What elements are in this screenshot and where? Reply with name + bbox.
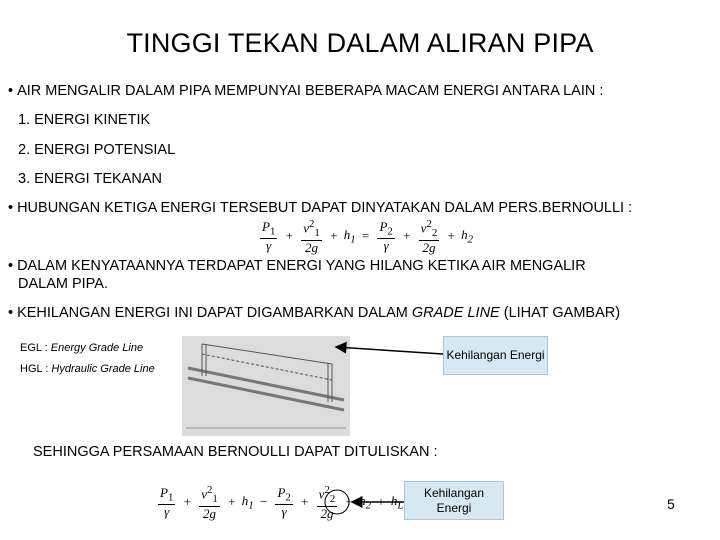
hgl-legend: HGL : Hydraulic Grade Line bbox=[16, 360, 159, 378]
list-item-potential: 2. ENERGI POTENSIAL bbox=[18, 142, 176, 158]
page-number: 5 bbox=[667, 496, 675, 512]
frac-v1: $\frac{v^2_1}{2g}$ bbox=[201, 484, 218, 521]
energy-loss-callout: Kehilangan Energi bbox=[443, 336, 548, 375]
energy-loss-callout-2: Kehilangan Energi bbox=[404, 481, 504, 520]
sehingga-text: SEHINGGA PERSAMAAN BERNOULLI DAPAT DITULISKAN : bbox=[33, 444, 438, 460]
bullet-text: AIR MENGALIR DALAM PIPA MEMPUNYAI BEBERAPA MACAM ENERGI ANTARA LAIN : bbox=[17, 83, 604, 99]
bernoulli-equation: $\frac{P_1}{\gamma}$ + $\frac{v^2_1}{2g}$ + $h_1$ = $\frac{P_2}{\gamma}$ + $\frac{v^2_2}{2g}$ + $h_2$ bbox=[262, 218, 474, 255]
list-item-kinetic: 1. ENERGI KINETIK bbox=[18, 112, 151, 128]
bullet-text: DALAM KENYATAANNYA TERDAPAT ENERGI YANG HILANG KETIKA AIR MENGALIR bbox=[17, 258, 586, 274]
slide-title: TINGGI TEKAN DALAM ALIRAN PIPA bbox=[126, 28, 594, 58]
frac-v2: $\frac{v^2_2}{2g}$ bbox=[420, 218, 438, 255]
frac-p1: $\frac{P_1}{\gamma}$ bbox=[262, 218, 276, 254]
bullet-grade-line: • KEHILANGAN ENERGI INI DAPAT DIGAMBARKAN DALAM GRADE LINE (LIHAT GAMBAR) bbox=[8, 304, 620, 322]
frac-p1: $\frac{P_1}{\gamma}$ bbox=[160, 484, 174, 520]
frac-p2: $\frac{P_2}{\gamma}$ bbox=[277, 484, 291, 520]
frac-v1: $\frac{v^2_1}{2g}$ bbox=[303, 218, 320, 255]
bullet-text: HUBUNGAN KETIGA ENERGI TERSEBUT DAPAT DINYATAKAN DALAM PERS.BERNOULLI : bbox=[17, 200, 633, 216]
arrow-to-figure bbox=[336, 347, 443, 354]
bernoulli-loss-equation: $\frac{P_1}{\gamma}$ + $\frac{v^2_1}{2g}$ + $h_1$ − $\frac{P_2}{\gamma}$ + $\frac{v^2_2}{2g}$ + $h_2 + h_L$ bbox=[160, 484, 404, 521]
frac-p2: $\frac{P_2}{\gamma}$ bbox=[379, 218, 393, 254]
bullet-energy-loss-cont: DALAM PIPA. bbox=[18, 276, 108, 292]
egl-legend: EGL : Energy Grade Line bbox=[16, 339, 147, 357]
head-loss-term: $h_L$ bbox=[390, 492, 404, 512]
list-item-pressure: 3. ENERGI TEKANAN bbox=[18, 171, 162, 187]
frac-v2: $\frac{v^2_2}{2g}$ bbox=[318, 484, 336, 521]
